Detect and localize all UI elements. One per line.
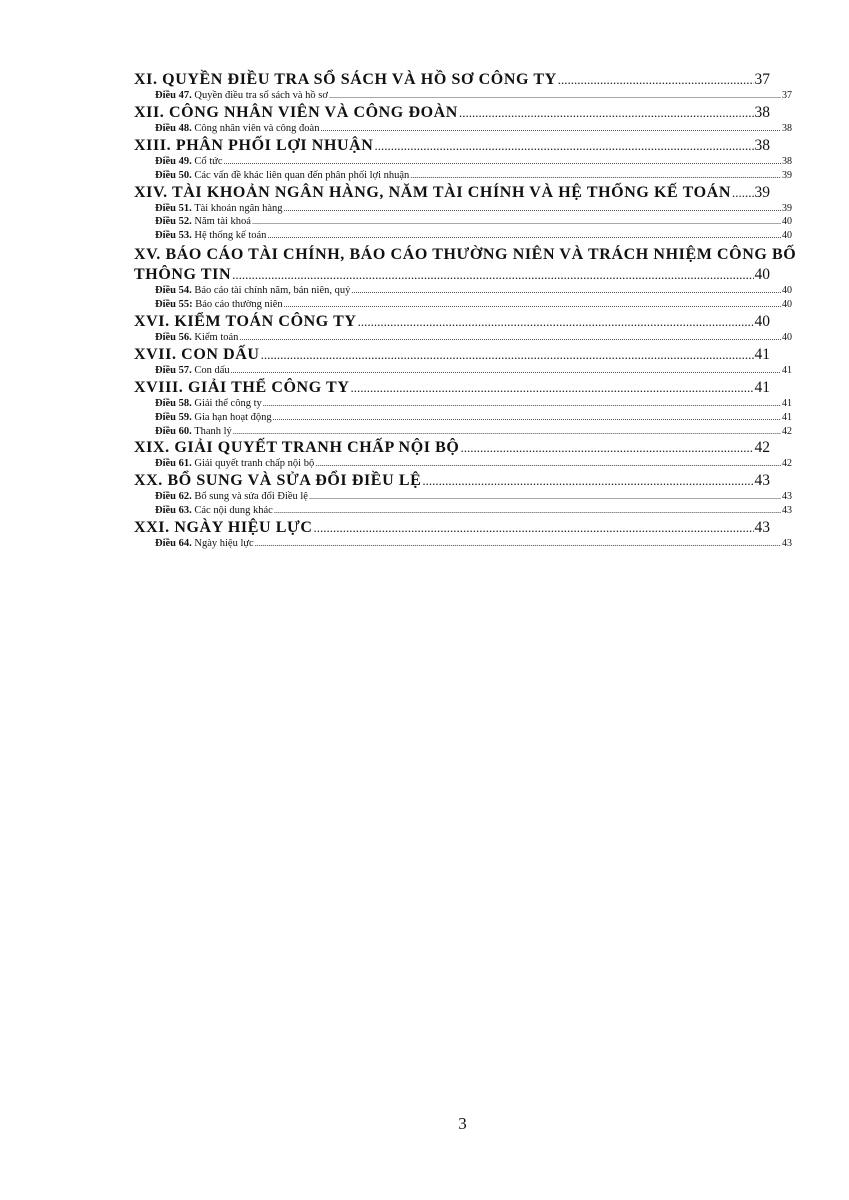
toc-article-title: Các nội dung khác [194, 505, 273, 517]
toc-article-title: Kiểm toán [194, 332, 239, 344]
toc-article-entry[interactable] [134, 202, 792, 216]
toc-chapter-entry[interactable] [134, 183, 792, 202]
toc-leader-dots [232, 265, 753, 284]
toc-article-label: Điều 54. [155, 285, 192, 297]
toc-article-title: Con dấu [194, 364, 230, 376]
toc-leader-dots [460, 438, 753, 457]
toc-leader-dots [284, 298, 781, 312]
toc-chapter-entry[interactable] [134, 345, 792, 364]
toc-chapter-entry[interactable] [134, 438, 792, 457]
toc-chapter-entry[interactable] [134, 136, 792, 155]
toc-chapter-title: XIII. PHÂN PHỐI LỢI NHUẬN [134, 136, 374, 154]
toc-article-entry[interactable] [134, 457, 792, 471]
toc-page-number: 40 [782, 332, 792, 344]
toc-leader-dots [329, 89, 781, 103]
toc-article-title: Tài khoản ngân hàng [194, 202, 283, 214]
toc-page-number: 41 [782, 397, 792, 409]
toc-article-label: Điều 50. [155, 169, 192, 181]
toc-article-title: Năm tài khoá [194, 216, 251, 228]
toc-article-label: Điều 57. [155, 364, 192, 376]
toc-leader-dots [233, 425, 781, 439]
toc-page-number: 38 [754, 103, 770, 121]
toc-chapter-title: XVI. KIỂM TOÁN CÔNG TY [134, 313, 357, 331]
toc-leader-dots [358, 312, 754, 331]
toc-leader-dots [231, 364, 781, 378]
toc-leader-dots [732, 183, 754, 202]
toc-leader-dots [255, 537, 781, 551]
toc-article-label: Điều 47. [155, 90, 192, 101]
toc-leader-dots [374, 136, 753, 155]
toc-article-entry[interactable] [134, 284, 792, 298]
toc-chapter-entry[interactable] [134, 103, 792, 122]
toc-article-entry[interactable] [134, 364, 792, 378]
toc-page-number: 41 [782, 411, 792, 423]
toc-chapter-entry[interactable] [134, 245, 797, 284]
toc-leader-dots [314, 518, 754, 537]
toc-chapter-entry[interactable] [134, 312, 792, 331]
toc-leader-dots [350, 378, 753, 397]
toc-page-number: 43 [782, 505, 792, 517]
table-of-contents [134, 70, 797, 551]
toc-article-title: Báo cáo thường niên [195, 299, 283, 311]
toc-leader-dots [422, 471, 753, 490]
toc-page-number: 40 [782, 216, 792, 228]
toc-article-entry[interactable] [134, 215, 792, 229]
toc-leader-dots [267, 229, 781, 243]
toc-article-entry[interactable] [134, 298, 792, 312]
toc-chapter-entry[interactable] [134, 378, 792, 397]
toc-page-number: 43 [782, 538, 792, 550]
toc-article-label: Điều 63. [155, 505, 192, 517]
toc-chapter-entry[interactable] [134, 471, 792, 490]
toc-page-number: 38 [782, 155, 792, 167]
page-number: 3 [458, 1114, 467, 1133]
toc-article-entry[interactable] [134, 411, 792, 425]
toc-chapter-entry[interactable] [134, 70, 792, 89]
toc-page-number: 39 [754, 183, 770, 201]
toc-page-number: 40 [782, 285, 792, 297]
toc-article-title: Các vấn đề khác liên quan đến phân phối lợi nhuận [194, 169, 410, 181]
toc-article-title: Giải thể công ty [194, 397, 262, 409]
toc-article-label: Điều 64. [155, 538, 192, 550]
toc-leader-dots [558, 70, 754, 89]
toc-page-number: 42 [782, 425, 792, 437]
toc-page-number: 43 [754, 472, 770, 490]
toc-article-title: Bổ sung và sửa đổi Điều lệ [194, 491, 308, 503]
toc-article-title: Ngày hiệu lực [194, 538, 254, 550]
toc-page-number: 40 [754, 266, 770, 284]
toc-leader-dots [224, 155, 781, 169]
toc-page-number: 39 [782, 169, 792, 181]
toc-article-label: Điều 55: [155, 299, 193, 311]
toc-page-number: 42 [782, 458, 792, 470]
toc-leader-dots [459, 103, 754, 122]
toc-page-number: 38 [782, 122, 792, 134]
toc-article-title: Gia hạn hoạt động [194, 411, 272, 423]
toc-article-entry[interactable] [134, 89, 792, 103]
toc-article-entry[interactable] [134, 490, 792, 504]
toc-article-entry[interactable] [134, 425, 792, 439]
toc-page-number: 40 [754, 313, 770, 331]
toc-chapter-title: XII. CÔNG NHÂN VIÊN VÀ CÔNG ĐOÀN [134, 103, 458, 121]
toc-article-title: Giải quyết tranh chấp nội bộ [194, 458, 315, 470]
toc-article-entry[interactable] [134, 122, 792, 136]
toc-chapter-title: XIV. TÀI KHOẢN NGÂN HÀNG, NĂM TÀI CHÍNH VÀ HỆ THỐNG KẾ TOÁN [134, 183, 731, 201]
toc-article-label: Điều 56. [155, 332, 192, 344]
toc-leader-dots [284, 202, 781, 216]
toc-leader-dots [252, 215, 781, 229]
toc-page-number: 41 [754, 345, 770, 363]
toc-article-title: Quyền điều tra sổ sách và hồ sơ [194, 90, 328, 101]
toc-page-number: 37 [754, 71, 770, 88]
toc-article-label: Điều 60. [155, 425, 192, 437]
toc-leader-dots [261, 345, 754, 364]
toc-chapter-title: XIX. GIẢI QUYẾT TRANH CHẤP NỘI BỘ [134, 439, 460, 457]
toc-chapter-entry[interactable] [134, 518, 792, 537]
toc-page-number: 38 [754, 136, 770, 154]
toc-leader-dots [309, 490, 781, 504]
toc-article-entry[interactable] [134, 169, 792, 183]
toc-chapter-title: XI. QUYỀN ĐIỀU TRA SỔ SÁCH VÀ HỒ SƠ CÔNG TY [134, 71, 557, 88]
toc-chapter-title: XV. BÁO CÁO TÀI CHÍNH, BÁO CÁO THƯỜNG NIÊN VÀ TRÁCH NHIỆM CÔNG BỐ [134, 246, 797, 264]
toc-page-number: 39 [782, 202, 792, 214]
toc-page-number: 40 [782, 299, 792, 311]
toc-page-number: 42 [754, 439, 770, 457]
toc-chapter-title: XXI. NGÀY HIỆU LỰC [134, 519, 313, 537]
toc-page-number: 40 [782, 230, 792, 242]
toc-page-number: 41 [754, 378, 770, 396]
toc-leader-dots [315, 457, 781, 471]
toc-chapter-title: XVIII. GIẢI THỂ CÔNG TY [134, 378, 350, 396]
toc-page-number: 43 [754, 519, 770, 537]
toc-page-number: 41 [782, 364, 792, 376]
toc-leader-dots [351, 284, 781, 298]
toc-leader-dots [320, 122, 781, 136]
toc-chapter-title: THÔNG TIN [134, 266, 232, 284]
toc-page-number: 43 [782, 491, 792, 503]
toc-article-label: Điều 61. [155, 458, 192, 470]
toc-leader-dots [273, 411, 781, 425]
toc-article-title: Công nhân viên và công đoàn [194, 122, 320, 134]
toc-leader-dots [239, 331, 781, 345]
toc-leader-dots [274, 504, 781, 518]
toc-article-label: Điều 58. [155, 397, 192, 409]
toc-article-label: Điều 53. [155, 230, 192, 242]
toc-article-label: Điều 52. [155, 216, 192, 228]
toc-page-number: 37 [782, 90, 792, 101]
toc-article-title: Báo cáo tài chính năm, bán niên, quý [194, 285, 351, 297]
toc-article-title: Cổ tức [194, 155, 223, 167]
toc-article-label: Điều 48. [155, 122, 192, 134]
toc-article-label: Điều 51. [155, 202, 192, 214]
toc-article-label: Điều 49. [155, 155, 192, 167]
toc-leader-dots [263, 397, 781, 411]
toc-article-title: Thanh lý [194, 425, 232, 437]
toc-article-label: Điều 59. [155, 411, 192, 423]
toc-article-entry[interactable] [134, 331, 792, 345]
toc-article-label: Điều 62. [155, 491, 192, 503]
toc-leader-dots [410, 169, 781, 183]
toc-article-entry[interactable] [134, 504, 792, 518]
toc-article-entry[interactable] [134, 537, 792, 551]
toc-chapter-title: XX. BỔ SUNG VÀ SỬA ĐỔI ĐIỀU LỆ [134, 472, 422, 490]
toc-article-entry[interactable] [134, 397, 792, 411]
toc-article-entry[interactable] [134, 229, 792, 243]
toc-article-entry[interactable] [134, 155, 792, 169]
toc-chapter-title: XVII. CON DẤU [134, 345, 260, 363]
toc-article-title: Hệ thống kế toán [194, 230, 267, 242]
